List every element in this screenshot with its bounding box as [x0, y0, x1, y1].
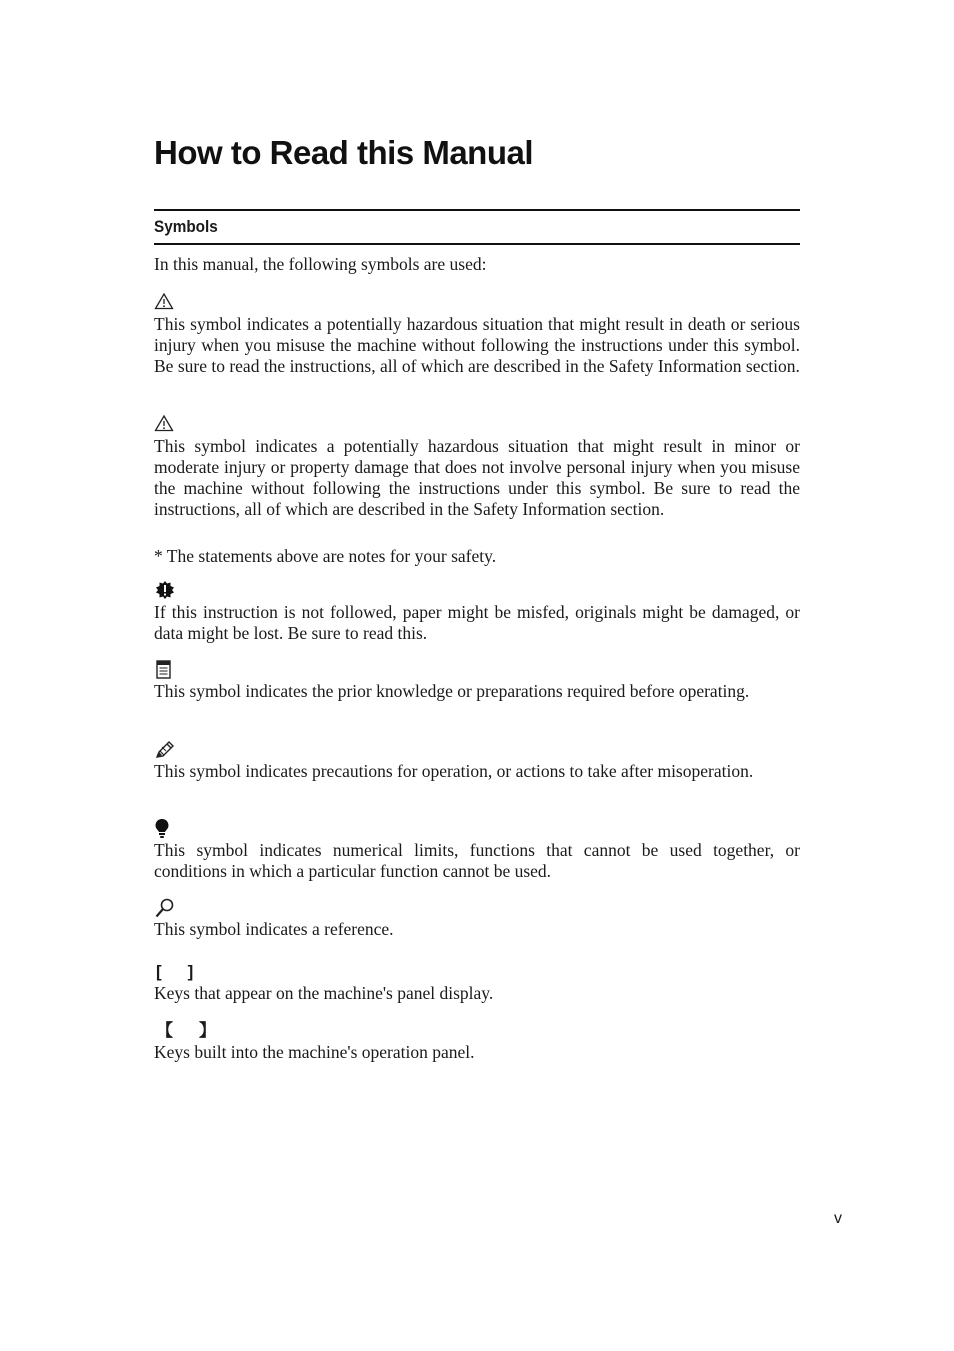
- symbol-description: This symbol indicates a potentially hazardous situation that might result in minor or moderate injury or property damage that does not involve personal injury when you misuse the machine without following the instructions under this symbol. Be sure to read the instructions, all of which are described in the Safety Information section.: [154, 436, 800, 519]
- symbol-description: This symbol indicates a reference.: [154, 919, 394, 939]
- page-title: How to Read this Manual: [154, 134, 534, 171]
- symbol-description: Keys that appear on the machine's panel display.: [154, 983, 494, 1003]
- section-header: [154, 209, 800, 245]
- safety-note: * The statements above are notes for your safety.: [154, 546, 497, 566]
- limitation-bulb-icon: [154, 818, 800, 840]
- caution-icon: [154, 414, 800, 436]
- symbol-entry-panel-display-keys: [154, 961, 800, 1004]
- preparation-icon: [154, 659, 800, 681]
- symbol-description: This symbol indicates the prior knowledge or preparations required before operating.: [154, 681, 750, 701]
- page-number: v: [834, 1210, 842, 1227]
- symbol-entry-reference: [154, 897, 800, 940]
- operation-panel-bracket-icon: 【 】: [156, 1021, 216, 1040]
- symbol-entry-important: [154, 580, 800, 644]
- symbol-entry-operation-panel-keys: [154, 1020, 800, 1063]
- intro-text: In this manual, the following symbols are used:: [154, 254, 487, 274]
- symbol-description: This symbol indicates precautions for operation, or actions to take after misoperation.: [154, 761, 754, 781]
- symbol-entry-caution: [154, 414, 800, 520]
- important-icon: [154, 580, 800, 602]
- symbol-description: If this instruction is not followed, paper might be misfed, originals might be damaged, or data might be lost. Be sure to read this.: [154, 602, 800, 643]
- symbol-description: This symbol indicates a potentially hazardous situation that might result in death or serious injury when you misuse the machine without following the instructions under this symbol. Be sure to read the instructions, all of which are described in the Safety Information section.: [154, 314, 800, 376]
- symbol-description: This symbol indicates numerical limits, functions that cannot be used together, or conditions in which a particular function cannot be used.: [154, 840, 800, 881]
- symbol-description: Keys built into the machine's operation panel.: [154, 1042, 475, 1062]
- symbol-entry-limitation: [154, 818, 800, 882]
- symbol-entry-warning: [154, 292, 800, 377]
- symbol-entry-preparation: [154, 659, 800, 702]
- reference-magnifier-icon: [154, 897, 800, 919]
- section-title: Symbols: [154, 217, 218, 236]
- warning-icon: [154, 292, 800, 314]
- symbol-entry-note: [154, 739, 800, 782]
- panel-display-bracket-icon: [ ]: [156, 962, 194, 981]
- note-pencil-icon: [154, 739, 800, 761]
